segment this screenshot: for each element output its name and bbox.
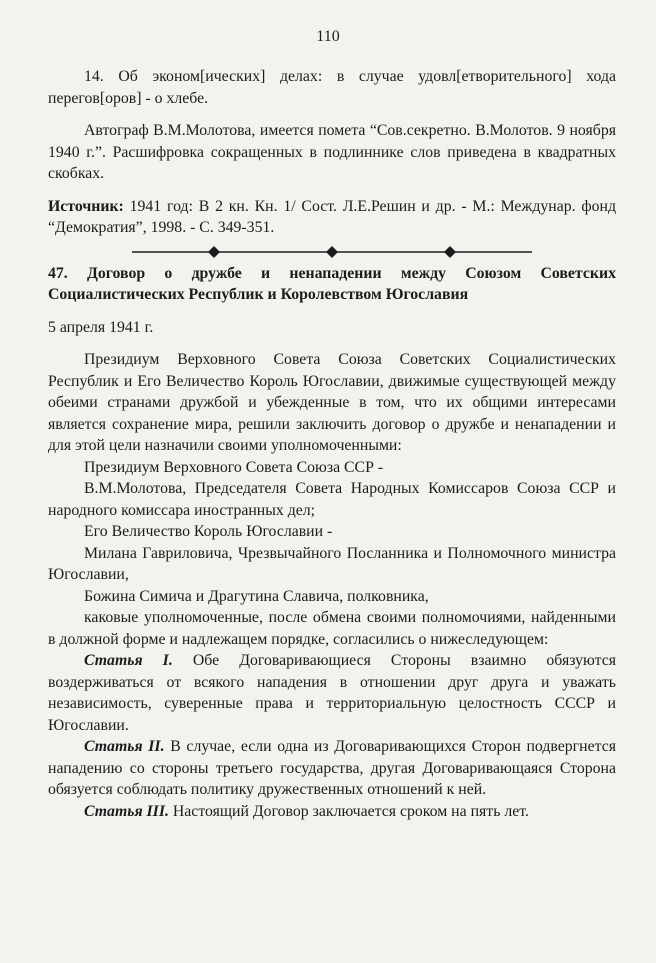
page-content <box>48 66 616 822</box>
document-heading: 47. Договор о дружбе и ненападении между Союзом Советских Социалистических Республик и Королевством Югославия <box>48 264 616 303</box>
source-label: Источник: <box>48 197 124 215</box>
treaty-preamble: Президиум Верховного Совета Союза Советских Социалистических Республик и Его Величество Король Югославии, движимые существующей между обеими странами дружбой и убежденные в том, что их общими интересами является сохранение мира, решили заключить договор о дружбе и ненападении и для этой цели назначили своими уполномоченными: <box>48 351 616 454</box>
plenipotentiary-molotov: В.М.Молотова, Председателя Совета Народных Комиссаров Союза ССР и народного комиссара иностранных дел; <box>48 480 616 519</box>
article-1 <box>48 650 616 736</box>
document-date: 5 апреля 1941 г. <box>48 318 154 336</box>
page-number: 110 <box>316 28 340 45</box>
plenipotentiary-simich: Божина Симича и Драгутина Славича, полковника, <box>84 587 429 605</box>
divider-ornament <box>132 245 532 259</box>
article-2-label: Статья II. <box>84 738 165 755</box>
article-2-text: В случае, если одна из Договаривающихся Сторон подвергнется нападению со стороны третьего государства, другая Договаривающаяся Сторона обязуется соблюдать политику дружественных отношений к ней. <box>48 738 616 798</box>
article-3-label: Статья III. <box>84 802 169 820</box>
plenipotentiary-king: Его Величество Король Югославии - <box>84 523 333 540</box>
paragraph-economic-matters: 14. Об эконом[ических] делах: в случае удовл[етворительного] хода перегов[оров] - о хлебе. <box>48 68 616 107</box>
source-text: 1941 год: В 2 кн. Кн. 1/ Сост. Л.Е.Решин и др. - М.: Междунар. фонд “Демократия”, 1998. - С. 349-351. <box>48 197 616 236</box>
autograph-note: Автограф В.М.Молотова, имеется помета “Сов.секретно. В.Молотов. 9 ноября 1940 г.”. Расшифровка сокращенных в подлиннике слов приведена в квадратных скобках. <box>48 122 616 182</box>
source-citation <box>48 196 616 239</box>
article-3-text: Настоящий Договор заключается сроком на пять лет. <box>168 802 529 820</box>
article-2 <box>48 736 616 801</box>
plenipotentiary-ussr: Президиум Верховного Совета Союза ССР - <box>84 458 384 476</box>
article-1-label: Статья I. <box>84 652 173 669</box>
article-1-text: Обе Договаривающиеся Стороны взаимно обязуются воздерживаться от всякого нападения в отношении друг друга и уважать независимость, суверенные права и территориальную целостность СССР и Югославии. <box>48 652 616 734</box>
agreement-clause: каковые уполномоченные, после обмена своими полномочиями, найденными в должной форме и надлежащем порядке, согласились о нижеследующем: <box>48 609 616 648</box>
plenipotentiary-gavrilovich: Милана Гавриловича, Чрезвычайного Посланника и Полномочного министра Югославии, <box>48 544 616 583</box>
article-3 <box>48 801 616 823</box>
section-divider <box>48 245 616 259</box>
